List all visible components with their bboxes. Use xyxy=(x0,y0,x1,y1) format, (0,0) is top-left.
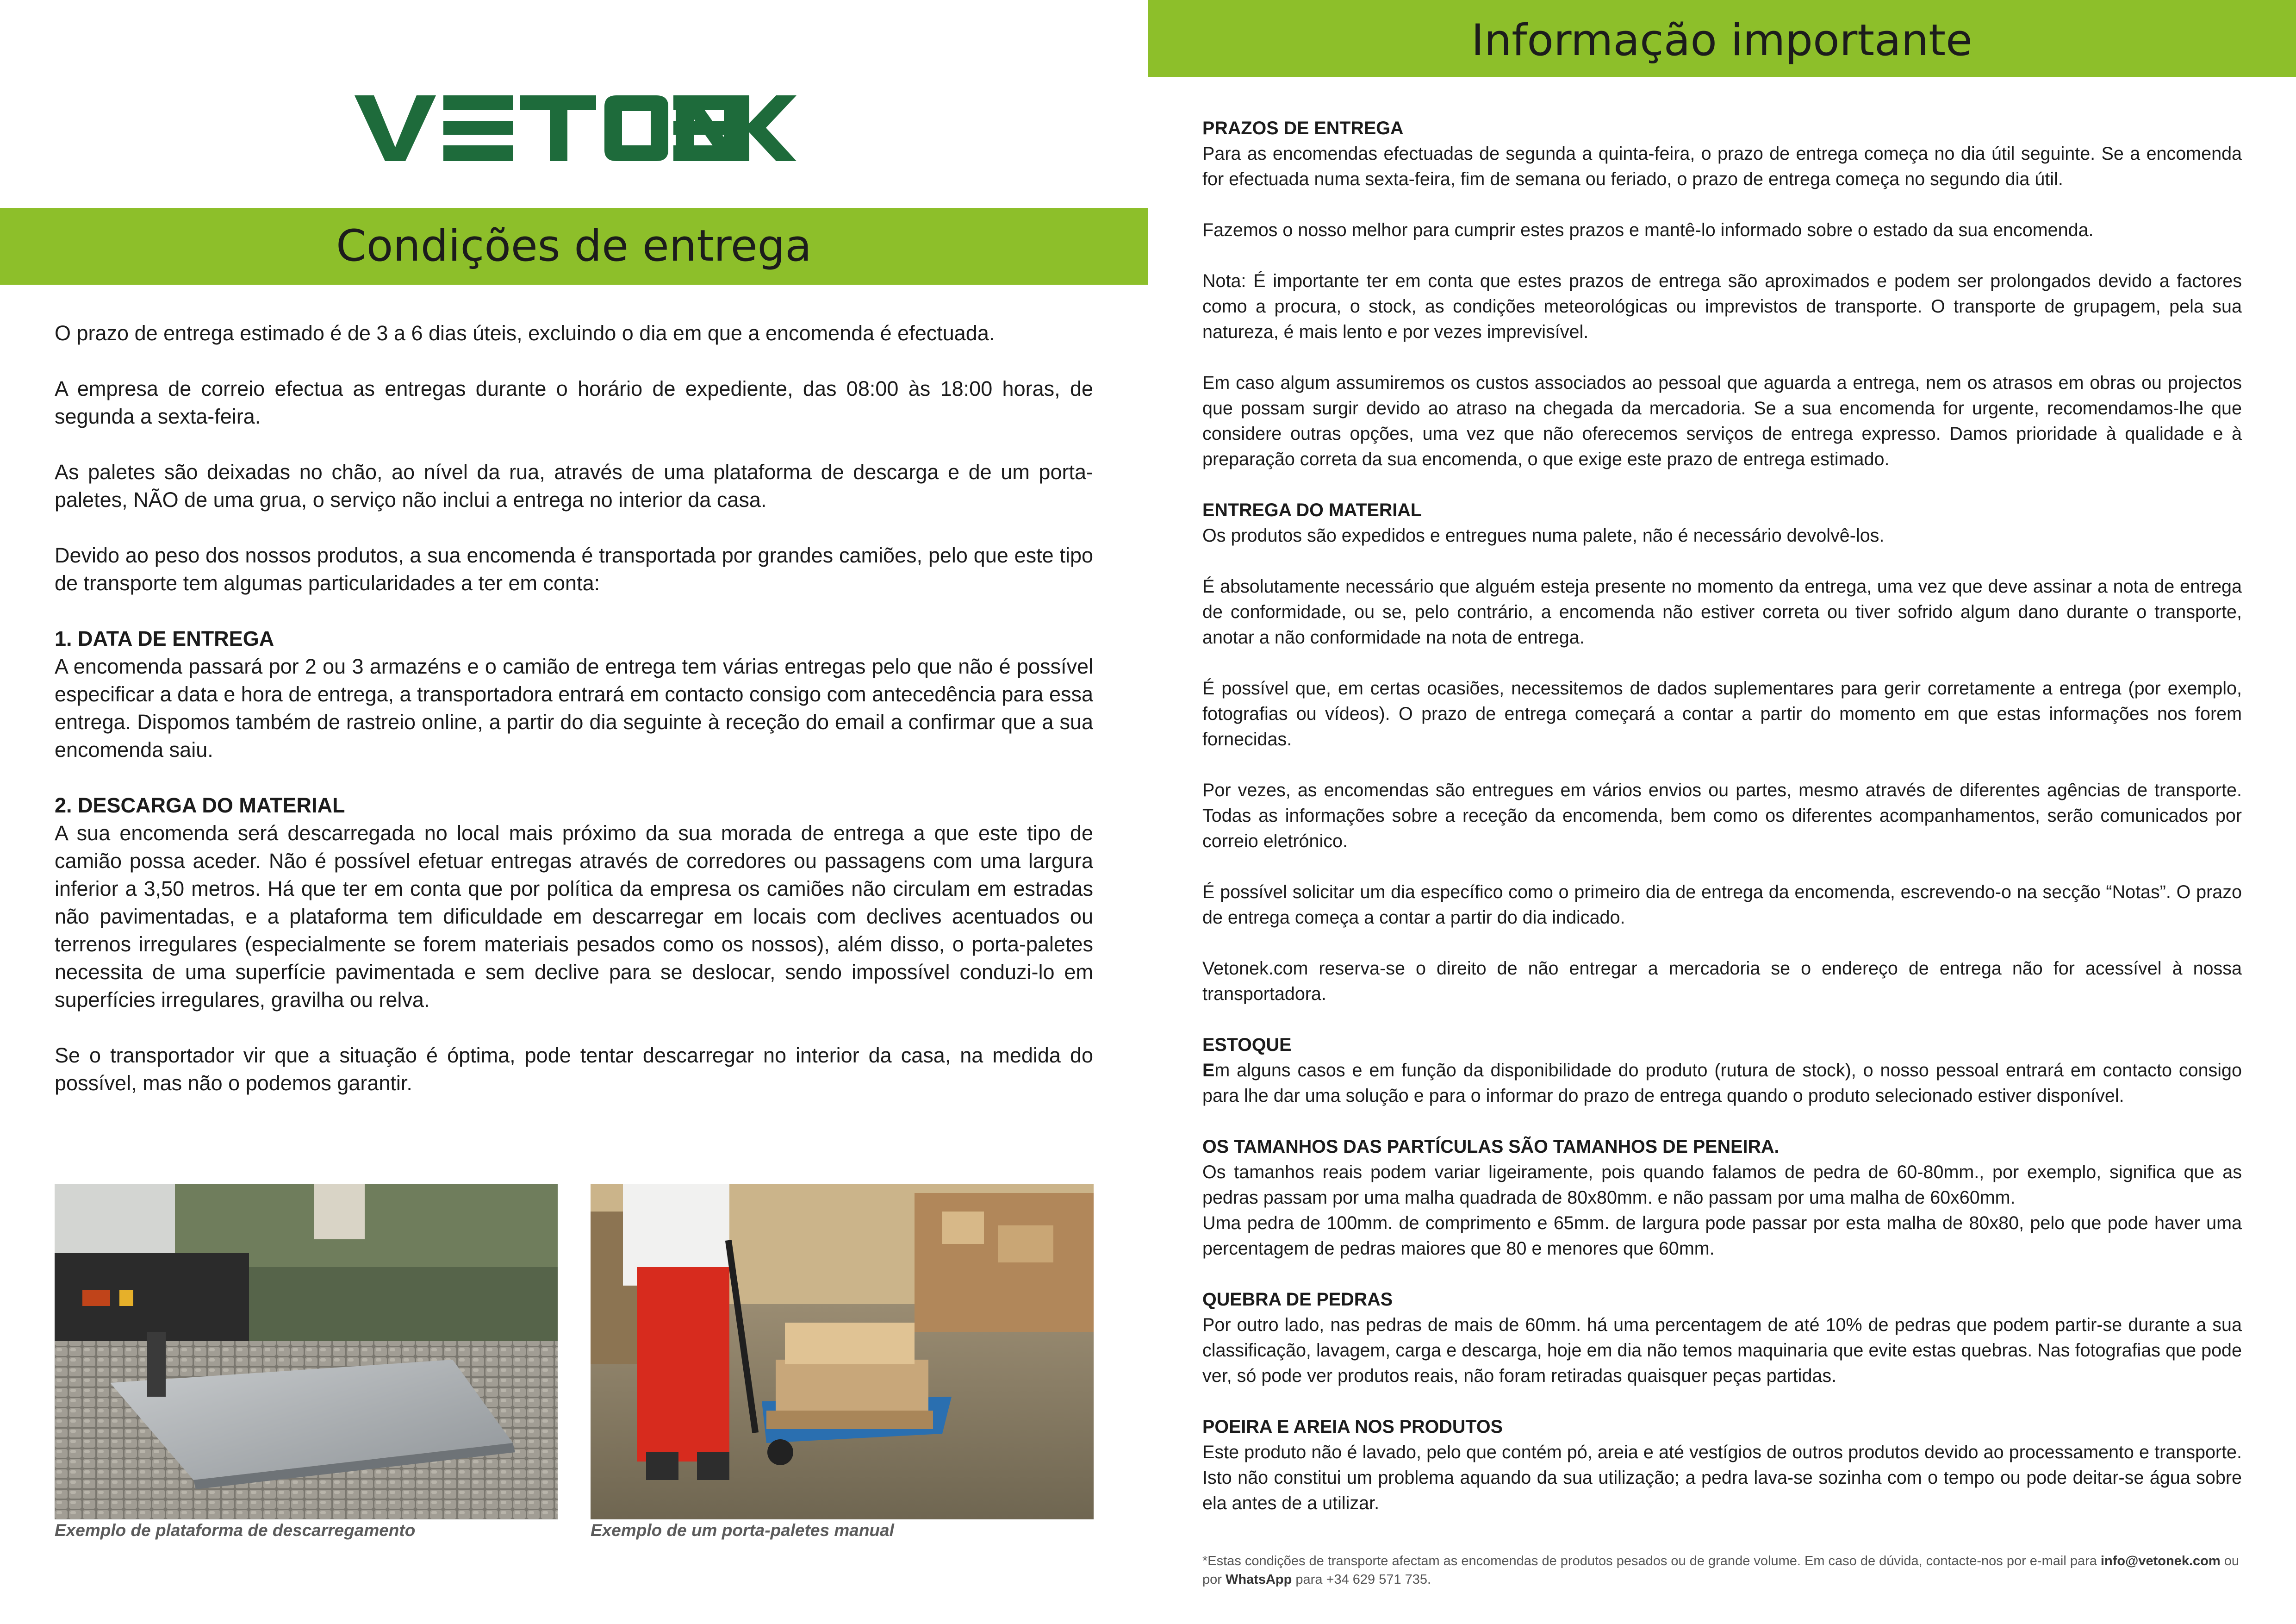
paragraph: A empresa de correio efectua as entregas durante o horário de expediente, das 08:00 às 18:00 horas, de segunda a sexta-feira. xyxy=(55,377,1093,428)
section-text: A encomenda passará por 2 ou 3 armazéns e o camião de entrega tem várias entregas pelo que não é possível especificar a data e hora de entrega, a transportadora entrará em contacto consigo com antecedência para essa entrega. Dispomos também de rastreio online, a partir do dia seguinte à receção do email a confirmar que a sua encomenda saiu. xyxy=(55,655,1093,762)
pallet-jack-photo xyxy=(591,1184,1094,1519)
section-text: A sua encomenda será descarregada no local mais próximo da sua morada de entrega a que este tipo de camião possa aceder. Não é possível efetuar entregas através de corredores ou passagens com uma largura inferior a 3,50 metros. Há que ter em conta que por política da empresa os camiões não circulam em estradas não pavimentadas, e a plataforma tem dificuldade em descarregar em locais com declives acentuados ou terrenos irregulares (especialmente se forem materiais pesados como os nossos), além disso, o porta-paletes necessita de uma superfície pavimentada e sem declive para se deslocar, sendo impossível conduzi-lo em superfícies irregulares, gravilha ou relva. xyxy=(55,821,1093,1012)
paragraph: Vetonek.com reserva-se o direito de não entregar a mercadoria se o endereço de entrega não for acessível à nossa transportadora. xyxy=(1202,958,2242,1004)
section-heading: 2. DESCARGA DO MATERIAL xyxy=(55,793,345,817)
paragraph: É absolutamente necessário que alguém esteja presente no momento da entrega, uma vez que deve assinar a nota de entrega de conformidade, ou se, pelo contrário, a encomenda não estiver correta ou tiver sofrido algum dano durante o transporte, anotar a não conformidade na nota de entrega. xyxy=(1202,576,2242,648)
vetonek-logo-ek xyxy=(673,93,798,162)
section-delivery-date xyxy=(55,625,1093,764)
paragraph: Se o transportador vir que a situação é óptima, pode tentar descarregar no interior da casa, na medida do possível, mas não o podemos garantir. xyxy=(55,1043,1093,1095)
important-info-text xyxy=(1202,116,2242,1542)
section-dust-sand xyxy=(1202,1414,2242,1516)
important-info-banner xyxy=(1148,0,2296,77)
paragraph: Por vezes, as encomendas são entregues em vários envios ou partes, mesmo através de diferentes agências de transporte. Todas as informações sobre a receção da encomenda, bem como os diferentes acompanhamentos, serão comunicados por correio eletrónico. xyxy=(1202,780,2242,851)
section-heading: PRAZOS DE ENTREGA xyxy=(1202,118,1404,138)
section-heading: OS TAMANHOS DAS PARTÍCULAS SÃO TAMANHOS DE PENEIRA. xyxy=(1202,1137,1780,1157)
section-heading: ENTREGA DO MATERIAL xyxy=(1202,500,1422,520)
section-text: Os tamanhos reais podem variar ligeiramente, pois quando falamos de pedra de 60-80mm., por exemplo, significa que as pedras passam por uma malha quadrada de 80x80mm. e não passam por uma malha de 60x60mm. xyxy=(1202,1162,2242,1208)
footnote-text: para +34 629 571 735. xyxy=(1292,1572,1431,1587)
unloading-platform-photo xyxy=(55,1184,558,1519)
contact-email-link[interactable]: info@vetonek.com xyxy=(2100,1554,2221,1568)
whatsapp-link[interactable]: WhatsApp xyxy=(1225,1572,1292,1587)
section-title: Informação importante xyxy=(1471,15,1972,66)
paragraph: As paletes são deixadas no chão, ao nível da rua, através de uma plataforma de descarga e de um porta-paletes, NÃO de uma grua, o serviço não inclui a entrega no interior da casa. xyxy=(55,460,1093,512)
section-text: Este produto não é lavado, pelo que contém pó, areia e até vestígios de outros produtos devido ao processamento e transporte. Isto não constitui um problema aquando da sua utilização; a pedra lava-se sozinha com o tempo ou pode deitar-se água sobre ela antes de a utilizar. xyxy=(1202,1442,2242,1513)
section-material-delivery xyxy=(1202,498,2242,549)
section-text: Uma pedra de 100mm. de comprimento e 65mm. de largura pode passar por esta malha de 80x80, pelo que pode haver uma percentagem de pedras maiores que 80 e menores que 60mm. xyxy=(1202,1213,2242,1259)
footnote xyxy=(1202,1552,2242,1589)
paragraph: Em caso algum assumiremos os custos associados ao pessoal que aguarda a entrega, nem os atrasos em obras ou projectos que possam surgir devido ao atraso na chegada da mercadoria. Se a sua encomenda for urgente, recomendamos-lhe que considere outras opções, uma vez que não oferecemos serviços de entrega expresso. Damos prioridade à qualidade e à preparação correta da sua encomenda, o que exige este prazo de entrega estimado. xyxy=(1202,373,2242,469)
photo-caption: Exemplo de plataforma de descarregamento xyxy=(55,1521,416,1540)
section-stock xyxy=(1202,1032,2242,1109)
photo-caption: Exemplo de um porta-paletes manual xyxy=(591,1521,894,1540)
paragraph: O prazo de entrega estimado é de 3 a 6 dias úteis, excluindo o dia em que a encomenda é efectuada. xyxy=(55,321,995,345)
footnote-text: ou por xyxy=(1202,1554,2239,1587)
delivery-conditions-banner xyxy=(0,208,1148,285)
section-text: m alguns casos e em função da disponibilidade do produto (rutura de stock), o nosso pessoal entrará em contacto consigo para lhe dar uma solução e para o informar do prazo de entrega quando o produto selecionado estiver disponível. xyxy=(1202,1060,2242,1106)
paragraph: Nota: É importante ter em conta que estes prazos de entrega são aproximados e podem ser prolongados devido a factores como a procura, o stock, as condições meteorológicas ou imprevistos de transporte. O transporte de grupagem, pela sua natureza, é mais lento e por vezes imprevisível. xyxy=(1202,271,2242,342)
paragraph: Fazemos o nosso melhor para cumprir estes prazos e mantê-lo informado sobre o estado da sua encomenda. xyxy=(1202,220,2094,240)
footnote-text: *Estas condições de transporte afectam as encomendas de produtos pesados ou de grande volume. Em caso de dúvida, contacte-nos por e-mail para xyxy=(1202,1554,2101,1568)
page-title: Condições de entrega xyxy=(336,221,812,271)
section-heading: POEIRA E AREIA NOS PRODUTOS xyxy=(1202,1417,1503,1437)
section-delivery-times xyxy=(1202,116,2242,192)
paragraph: Devido ao peso dos nossos produtos, a sua encomenda é transportada por grandes camiões, pelo que este tipo de transporte tem algumas particularidades a ter em conta: xyxy=(55,543,1093,595)
paragraph: É possível solicitar um dia específico como o primeiro dia de entrega da encomenda, escrevendo-o na secção “Notas”. O prazo de entrega começa a contar a partir do dia indicado. xyxy=(1202,882,2242,928)
section-text: Para as encomendas efectuadas de segunda a quinta-feira, o prazo de entrega começa no dia útil seguinte. Se a encomenda for efectuada numa sexta-feira, fim de semana ou feriado, o prazo de entrega começa no segundo dia útil. xyxy=(1202,144,2242,189)
section-particle-sizes xyxy=(1202,1134,2242,1262)
section-heading: QUEBRA DE PEDRAS xyxy=(1202,1289,1393,1310)
section-text-initial: E xyxy=(1202,1060,1215,1081)
section-text: Por outro lado, nas pedras de mais de 60mm. há uma percentagem de até 10% de pedras que podem partir-se durante a sua classificação, lavagem, carga e descarga, hoje em dia não temos maquinaria que evite estas quebras. Nas fotografias que pode ver, só pode ver produtos reais, não foram retiradas quaisquer peças partidas. xyxy=(1202,1315,2242,1386)
section-stone-breakage xyxy=(1202,1287,2242,1389)
section-heading: ESTOQUE xyxy=(1202,1035,1292,1055)
section-unloading xyxy=(55,792,1093,1014)
section-heading: 1. DATA DE ENTREGA xyxy=(55,627,274,650)
paragraph: É possível que, em certas ocasiões, necessitemos de dados suplementares para gerir corretamente a entrega (por exemplo, fotografias ou vídeos). O prazo de entrega começará a contar a partir do momento em que estas informações nos forem fornecidas. xyxy=(1202,678,2242,750)
delivery-conditions-text xyxy=(55,319,1093,1125)
section-text: Os produtos são expedidos e entregues numa palete, não é necessário devolvê-los. xyxy=(1202,525,1885,546)
